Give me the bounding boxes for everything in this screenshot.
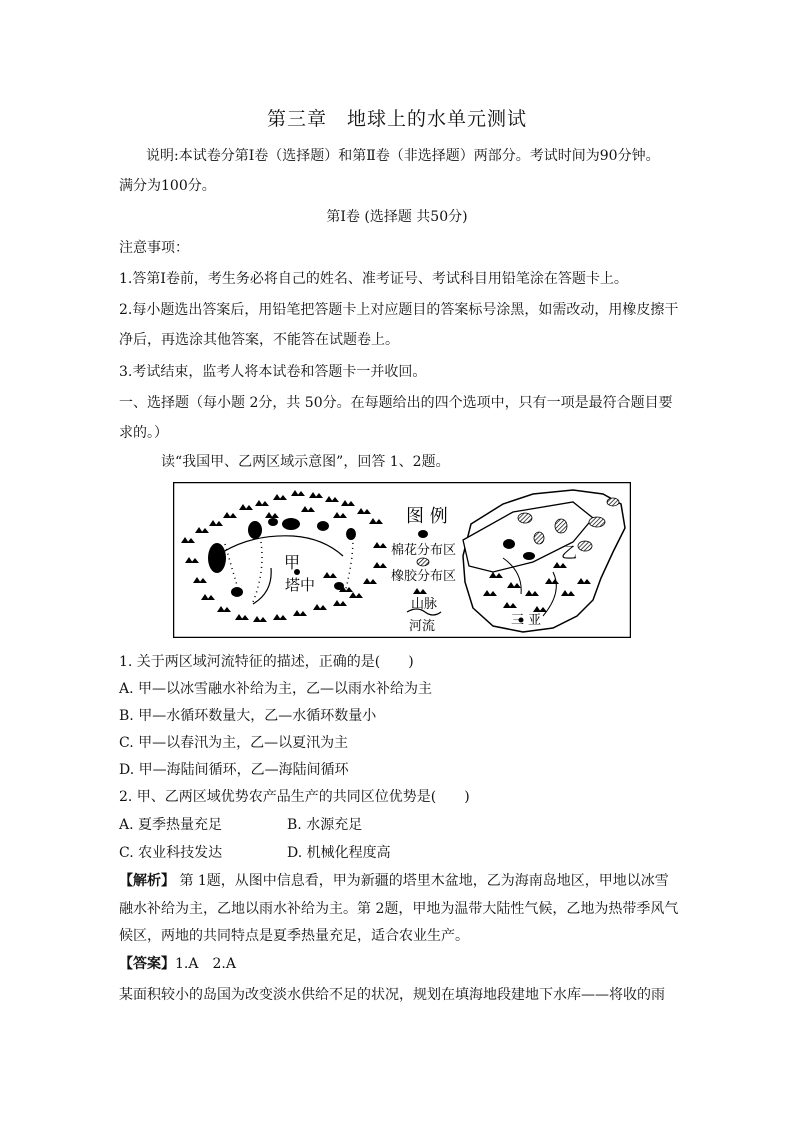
part1-line-2: 求的。）	[119, 425, 168, 441]
notice-item-3: 3.考试结束，监考人将本试卷和答题卡一并收回。	[119, 364, 427, 380]
part1-prompt: 读“我国甲、乙两区域示意图”，回答 1、2题。	[161, 454, 450, 470]
label-sanya: 三 亚	[511, 613, 542, 628]
q2-option-b: B. 水源充足	[287, 817, 363, 833]
label-yi: 乙	[561, 543, 578, 562]
notice-item-2-line-2: 净后，再选涂其他答案，不能答在试题卷上。	[119, 332, 399, 348]
legend-river: 河流	[409, 619, 436, 634]
q1-option-b: B. 甲—水循环数量大，乙—水循环数量小	[119, 708, 377, 724]
notice-item-1: 1.答第Ⅰ卷前，考生务必将自己的姓名、准考证号、考试科目用铅笔涂在答题卡上。	[119, 271, 628, 287]
legend-cotton: 棉花分布区	[391, 543, 457, 558]
q2-option-d: D. 机械化程度高	[287, 845, 391, 861]
q2-option-a: A. 夏季热量充足	[119, 817, 223, 833]
part1-line-1: 一、选择题（每小题 2分，共 50分。在每题给出的四个选项中，只有一项是最符合题目要	[119, 395, 673, 411]
answer-line	[119, 954, 236, 974]
q1-option-d: D. 甲—海陆间循环，乙—海陆间循环	[119, 762, 349, 778]
label-jia: 甲	[284, 553, 301, 572]
next-paragraph: 某面积较小的岛国为改变淡水供给不足的状况，规划在填海地段建地下水库——将收的雨	[119, 987, 665, 1003]
analysis-line-1	[119, 871, 669, 891]
intro-line-1: 说明:本试卷分第Ⅰ卷（选择题）和第Ⅱ卷（非选择题）两部分。考试时间为90分钟。	[146, 148, 660, 164]
analysis-text-1: 第 1题，从图中信息看，甲为新疆的塔里木盆地，乙为海南岛地区，甲地以冰雪	[175, 873, 669, 889]
q1-option-c: C. 甲—以春汛为主，乙—以夏汛为主	[119, 735, 349, 751]
analysis-tag: 【解析】	[119, 873, 175, 889]
page-title: 第三章 地球上的水单元测试	[266, 108, 527, 130]
answer-tag: 【答案】	[119, 956, 175, 972]
notice-heading: 注意事项：	[119, 240, 189, 256]
answer-value: 1.A 2.A	[175, 956, 236, 972]
section-heading: 第Ⅰ卷 (选择题 共50分)	[326, 209, 468, 225]
analysis-line-3: 候区，两地的共同特点是夏季热量充足，适合农业生产。	[119, 928, 469, 944]
legend-mountain: 山脉	[411, 597, 438, 612]
legend-title: 图 例	[406, 506, 448, 527]
analysis-line-2: 融水补给为主，乙地以雨水补给为主。第 2题，甲地为温带大陆性气候，乙地为热带季风气	[119, 901, 679, 917]
region-map-figure	[173, 482, 631, 638]
q2-stem: 2. 甲、乙两区域优势农产品生产的共同区位优势是( )	[119, 789, 470, 805]
label-tazhong: 塔中	[285, 576, 316, 594]
intro-line-2: 满分为100分。	[119, 178, 216, 194]
q1-stem: 1. 关于两区域河流特征的描述，正确的是( )	[119, 654, 414, 670]
q2-option-c: C. 农业科技发达	[119, 845, 223, 861]
notice-item-2-line-1: 2.每小题选出答案后，用铅笔把答题卡上对应题目的答案标号涂黑，如需改动，用橡皮擦干	[119, 302, 679, 318]
q1-option-a: A. 甲—以冰雪融水补给为主，乙—以雨水补给为主	[119, 681, 433, 697]
legend-rubber: 橡胶分布区	[391, 569, 457, 584]
